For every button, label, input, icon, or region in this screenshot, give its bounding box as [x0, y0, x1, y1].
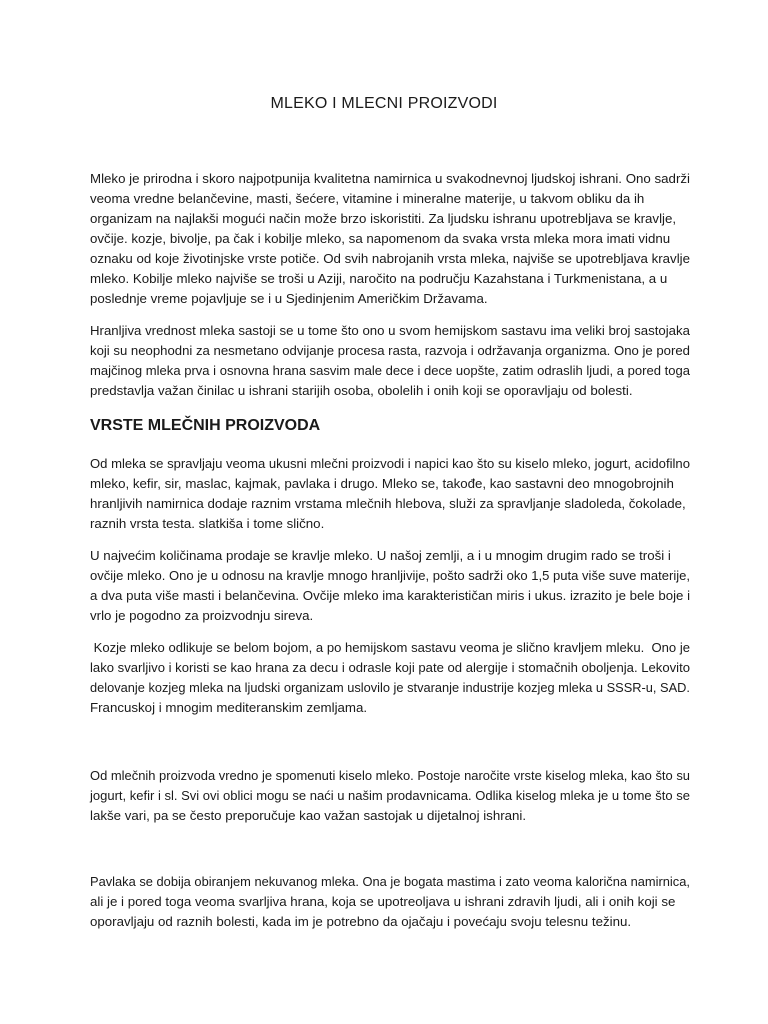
text-line: Od mlečnih proizvoda vredno je spomenuti kiselo mleko. Postoje naročite vrste kiselog mleka, kao što su — [90, 768, 690, 783]
text-line: Mleko je prirodna i skoro najpotpunija kvalitetna namirnica u svakodnevnoj ljudskoj ishrani. Ono sadrži — [90, 171, 690, 186]
text-line: mleko, kefir, sir, maslac, kajmak, pavlaka i drugo. Mleko se, takođe, kao sastavni deo mnogobrojnih — [90, 476, 674, 491]
text-line: Pavlaka se dobija obiranjem nekuvanog mleka. Ona je bogata mastima i zato veoma kalorična namirnica, — [90, 874, 690, 889]
text-line: mleko. Kobilje mleko najviše se troši u Aziji, naročito na području Kazahstana i Turkmenistana, a u — [90, 271, 668, 286]
text-line: vrlo je pogodno za proizvodnju sireva. — [90, 608, 314, 623]
text-line: ali je i pored toga veoma svarljiva hrana, koja se upotreoljava u ishrani zdravih ljudi, ali i onih koji se — [90, 894, 676, 909]
paragraph-cream — [90, 872, 690, 932]
paragraph-intro — [90, 169, 690, 309]
text-line: poslednje vreme pojavljuje se i u Sjedinjenim Američkim Državama. — [90, 291, 488, 306]
section-heading: VRSTE MLEČNIH PROIZVODA — [90, 417, 321, 434]
text-line: majčinog mleka prva i osnovna hrana sasvim male dece i dece uopšte, zatim odraslih ljudi, a pored toga — [90, 363, 690, 378]
text-line: Francuskoj i mnogim mediteranskim zemljama. — [90, 700, 368, 715]
text-line: U najvećim količinama prodaje se kravlje mleko. U našoj zemlji, a i u mnogim drugim rado se troši i — [90, 548, 671, 563]
text-line: lako svarljivo i koristi se kao hrana za decu i odrasle koji pate od alergije i stomačnih oboljenja. Lekovito — [90, 660, 691, 675]
text-line: veoma vredne belančevine, masti, šećere, vitamine i mineralne materije, u takvom obliku da ih — [90, 191, 645, 206]
paragraph-dairy-products — [90, 454, 690, 534]
paragraph-sour-milk — [90, 766, 690, 826]
document-title: MLEKO I MLECNI PROIZVODI — [270, 95, 498, 112]
text-line: ovčije. kozje, bivolje, pa čak i kobilje mleko, sa napomenom da svaka vrsta mleka mora imati vidnu — [90, 231, 671, 246]
text-line: koji su neophodni za nesmetano odvijanje procesa rasta, razvoja i održavanja organizma. Ono je pored — [90, 343, 691, 358]
paragraph-cow-sheep-milk — [90, 546, 690, 626]
text-line: a dva puta više masti i belančevina. Ovčije mleko ima karakterističan miris i ukus. izrazito je bele boje i — [90, 588, 691, 603]
text-line: Od mleka se spravljaju veoma ukusni mlečni proizvodi i napici kao što su kiselo mleko, jogurt, acidofilno — [90, 456, 690, 471]
text-line: Kozje mleko odlikuje se belom bojom, a po hemijskom sastavu veoma je slično kravljem mleku. Ono je — [90, 640, 691, 655]
text-line: oznaku od koje životinjske vrste potiče. Od svih nabrojanih vrsta mleka, najviše se upotrebljava kravlje — [90, 251, 690, 266]
text-line: oporavljaju od raznih bolesti, kada im je potrebno da ojačaju i povećaju svoju telesnu težinu. — [90, 914, 632, 929]
paragraph-goat-milk — [90, 638, 690, 718]
text-line: Hranljiva vrednost mleka sastoji se u tome što ono u svom hemijskom sastavu ima veliki broj sastojaka — [90, 323, 690, 338]
paragraph-nutritional-value — [90, 321, 690, 401]
text-line: delovanje kozjeg mleka na ljudski organizam uslovilo je stvaranje industrije kozjeg mleka u SSSR-u, SAD. — [90, 680, 690, 695]
text-line: hranljivih namirnica dodaje raznim vrstama mlečnih hlebova, služi za spravljanje sladoleda, čokolade, — [90, 496, 686, 511]
text-line: jogurt, kefir i sl. Svi ovi oblici mogu se naći u našim prodavnicama. Odlika kiselog mleka je u tome što se — [90, 788, 690, 803]
text-line: predstavlja važan činilac u ishrani starijih osoba, obolelih i onih koji se oporavljaju od bolesti. — [90, 383, 633, 398]
text-line: lakše vari, pa se često preporučuje kao važan sastojak u dijetalnoj ishrani. — [90, 808, 527, 823]
text-line: organizam na najlakši mogući način može brzo iskoristiti. Za ljudsku ishranu upotrebljava se kravlje, — [90, 211, 677, 226]
text-line: raznih vrsta testa. slatkiša i tome slično. — [90, 516, 325, 531]
text-line: ovčije mleko. Ono je u odnosu na kravlje mnogo hranljivije, pošto sadrži oko 1,5 puta više suve materije, — [90, 568, 690, 583]
